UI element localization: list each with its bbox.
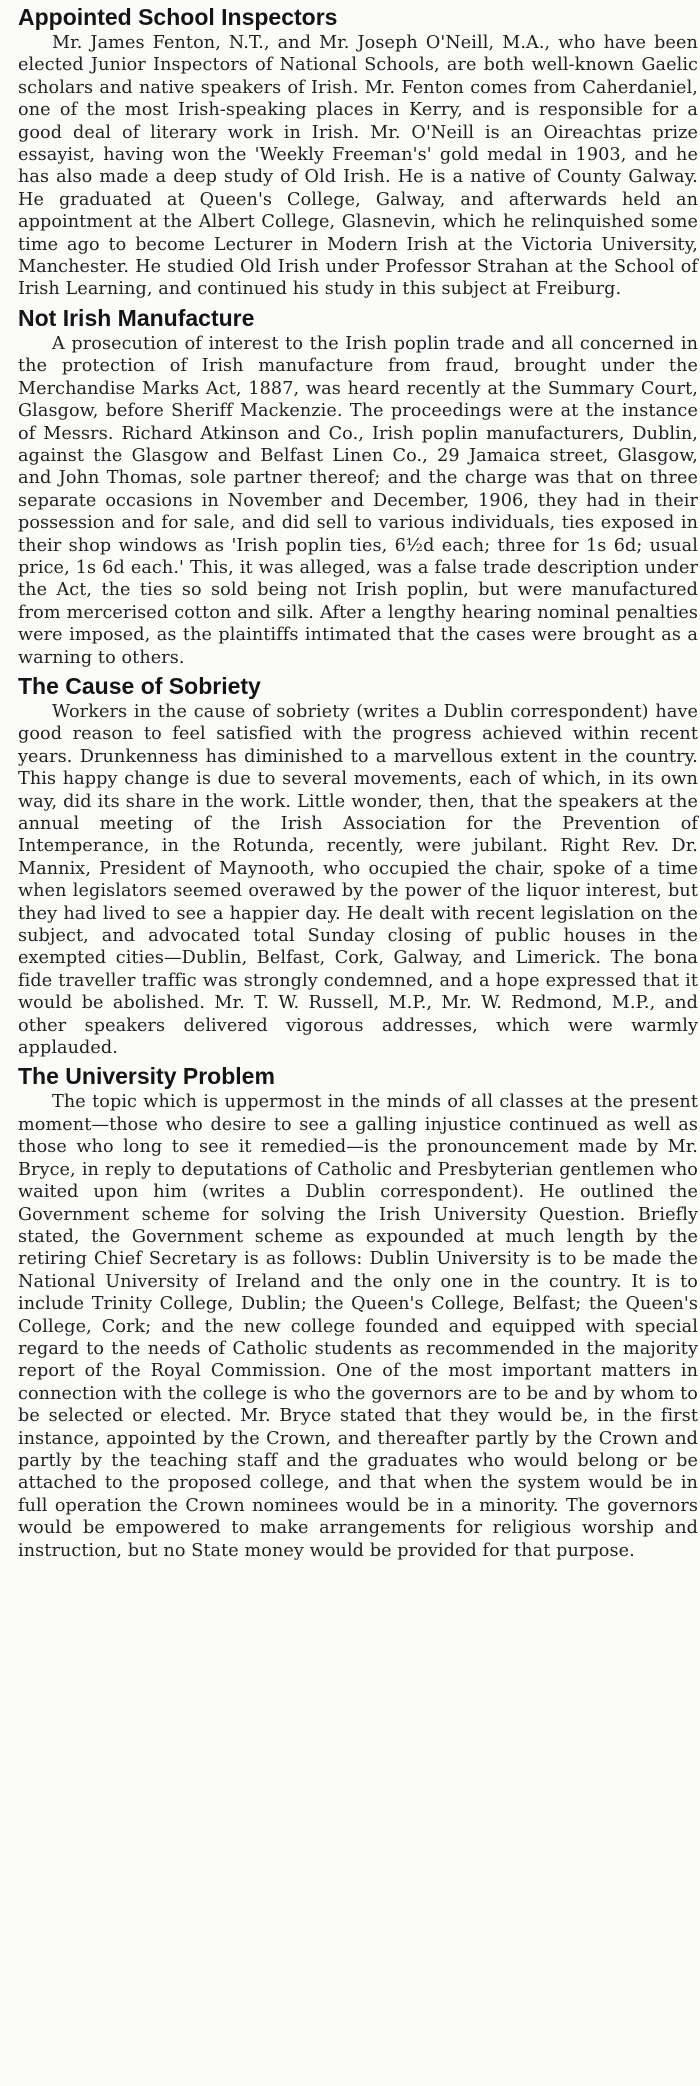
headline: Not Irish Manufacture [18,304,255,331]
article-body: The topic which is uppermost in the minds of all classes at the present moment—those who desire to see a galling injustice continued as well as those who long to see it remedied—is the pronouncement made by Mr. Bryce, in reply to deputations of Catholic and Presbyterian gentlemen who waited upon him (writes a Dublin correspondent). He outlined the Government scheme for solving the Irish University Question. Briefly stated, the Government scheme as expounded at much length by the retiring Chief Secretary is as follows: Dublin University is to be made the National University of Ireland and the only one in the country. It is to include Trinity College, Dublin; the Queen's College, Belfast; the Queen's College, Cork; and the new college founded and equipped with special regard to the needs of Catholic students as recommended in the majority report of the Royal Commission. One of the most important matters in connection with the college is who the governors are to be and by whom to be selected or elected. Mr. Bryce stated that they would be, in the first instance, appointed by the Crown, and thereafter partly by the Crown and partly by the teaching staff and the graduates who would belong or be attached to the proposed college, and that when the system would be in full operation the Crown nominees would be in a minority. The governors would be empowered to make arrangements for religious worship and instruction, but no State money would be provided for that purpose. [18,1092,698,1561]
article-university-problem [18,1063,698,1562]
text-column [18,4,698,1566]
article-not-irish-manufacture [18,305,698,669]
article-appointed-school-inspectors [18,4,698,301]
article-body: Mr. James Fenton, N.T., and Mr. Joseph O'Neill, M.A., who have been elected Junior Inspectors of National Schools, are both well-known Gaelic scholars and native speakers of Irish. Mr. Fenton comes from Caherdaniel, one of the most Irish-speaking places in Kerry, and is responsible for a good deal of literary work in Irish. Mr. O'Neill is an Oireachtas prize essayist, having won the 'Weekly Freeman's' gold medal in 1903, and he has also made a deep study of Old Irish. He is a native of County Galway. He graduated at Queen's College, Galway, and afterwards held an appointment at the Albert College, Glasnevin, which he relinquished some time ago to become Lecturer in Modern Irish at the Victoria University, Manchester. He studied Old Irish under Professor Strahan at the School of Irish Learning, and continued his study in this subject at Freiburg. [18,33,698,300]
headline: The University Problem [18,1063,275,1090]
article-cause-of-sobriety [18,673,698,1060]
headline: Appointed School Inspectors [18,4,338,30]
article-body: Workers in the cause of sobriety (writes a Dublin correspondent) have good reason to feel satisfied with the progress achieved within recent years. Drunkenness has diminished to a marvellous extent in the country. This happy change is due to several movements, each of which, in its own way, did its share in the work. Little wonder, then, that the speakers at the annual meeting of the Irish Association for the Prevention of Intemperance, in the Rotunda, recently, were jubilant. Right Rev. Dr. Mannix, President of Maynooth, who occupied the chair, spoke of a time when legislators seemed overawed by the power of the liquor interest, but they had lived to see a happier day. He dealt with recent legislation on the subject, and advocated total Sunday closing of public houses in the exempted cities—Dublin, Belfast, Cork, Galway, and Limerick. The bona fide traveller traffic was strongly condemned, and a hope expressed that it would be abolished. Mr. T. W. Russell, M.P., Mr. W. Redmond, M.P., and other speakers delivered vigorous addresses, which were warmly applauded. [18,701,698,1059]
headline: The Cause of Sobriety [18,672,261,699]
article-body: A prosecution of interest to the Irish poplin trade and all concerned in the protection of Irish manufacture from fraud, brought under the Merchandise Marks Act, 1887, was heard recently at the Summary Court, Glasgow, before Sheriff Mackenzie. The proceedings were at the instance of Messrs. Richard Atkinson and Co., Irish poplin manufacturers, Dublin, against the Glasgow and Belfast Linen Co., 29 Jamaica street, Glasgow, and John Thomas, sole partner thereof; and the charge was that on three separate occasions in November and December, 1906, they had in their possession and for sale, and did sell to various individuals, ties exposed in their shop windows as 'Irish poplin ties, 6½d each; three for 1s 6d; usual price, 1s 6d each.' This, it was alleged, was a false trade description under the Act, the ties so sold being not Irish poplin, but were manufactured from mercerised cotton and silk. After a lengthy hearing nominal penalties were imposed, as the plaintiffs intimated that the cases were brought as a warning to others. [18,333,698,668]
